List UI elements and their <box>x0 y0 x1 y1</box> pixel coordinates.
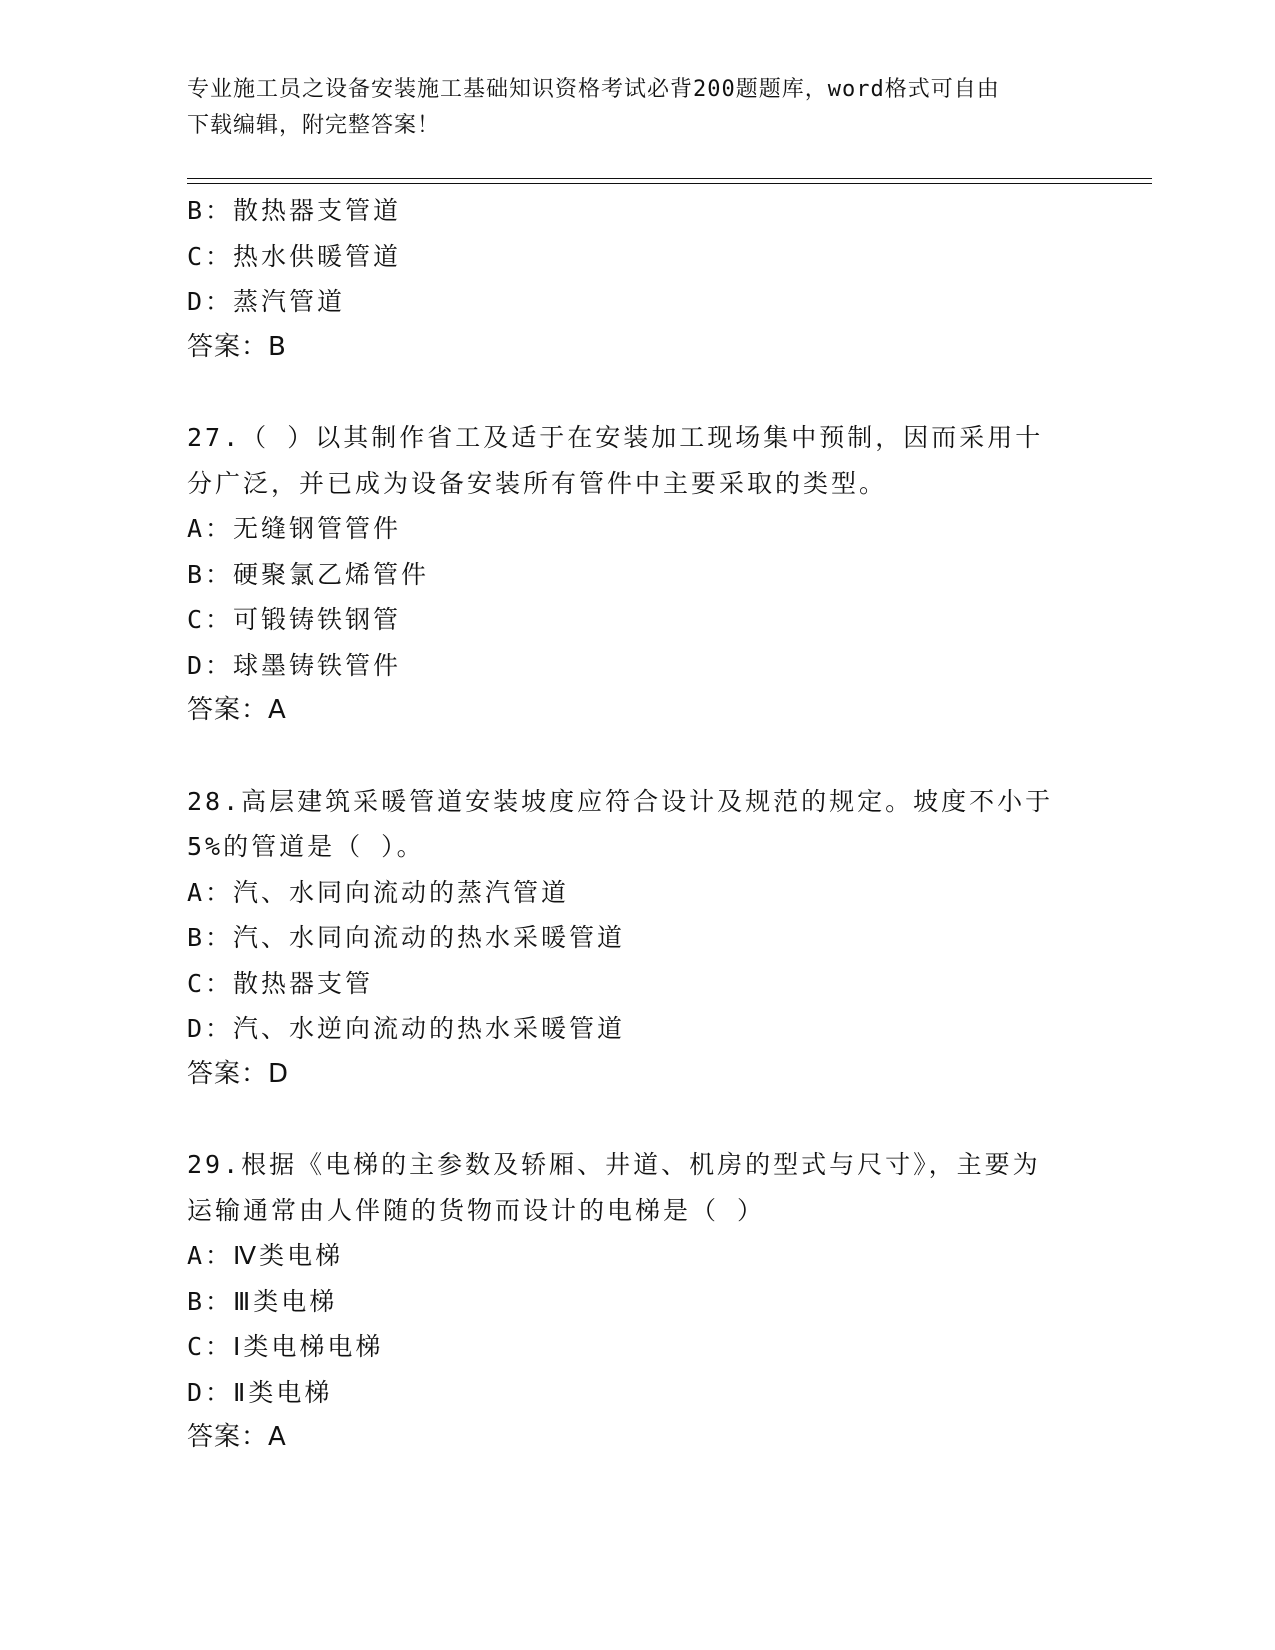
question-stem-line-2: 分广泛，并已成为设备安装所有管件中主要采取的类型。 <box>187 468 888 498</box>
header-divider <box>187 178 1152 184</box>
question-stem-line-2: 5%的管道是（ ）。 <box>187 832 425 861</box>
question-29 <box>187 1142 1087 1461</box>
question-list <box>187 188 1087 1461</box>
answer-line: 答案：B <box>187 331 287 362</box>
option-d: D：蒸汽管道 <box>187 287 346 316</box>
answer-line: 答案：A <box>187 1422 287 1452</box>
question-stem-line-1: 28.高层建筑采暖管道安装坡度应符合设计及规范的规定。坡度不小于 <box>187 786 1054 816</box>
option-a: A：无缝钢管管件 <box>187 514 402 543</box>
question-stem-line-2: 运输通常由人伴随的货物而设计的电梯是（ ） <box>187 1195 766 1225</box>
option-a: A：Ⅳ类电梯 <box>187 1241 344 1270</box>
question-26 <box>187 188 1087 370</box>
option-b: B：Ⅲ类电梯 <box>187 1286 338 1316</box>
question-stem-line-1: 27.（ ）以其制作省工及适于在安装加工现场集中预制，因而采用十 <box>187 423 1044 452</box>
answer-line: 答案：A <box>187 695 287 725</box>
option-d: D：汽、水逆向流动的热水采暖管道 <box>187 1014 626 1043</box>
option-b: B：汽、水同向流动的热水采暖管道 <box>187 923 626 952</box>
document-header <box>187 72 1087 144</box>
option-b: B：散热器支管道 <box>187 196 402 225</box>
option-d: D：球墨铸铁管件 <box>187 650 402 680</box>
option-d: D：Ⅱ类电梯 <box>187 1377 333 1407</box>
question-28 <box>187 779 1087 1098</box>
option-c: C：热水供暖管道 <box>187 241 402 271</box>
option-c: C：散热器支管 <box>187 968 374 998</box>
option-c: C：Ⅰ类电梯电梯 <box>187 1332 384 1361</box>
question-27 <box>187 415 1087 734</box>
option-b: B：硬聚氯乙烯管件 <box>187 559 430 589</box>
header-line-2: 下载编辑，附完整答案！ <box>187 113 441 138</box>
header-line-1: 专业施工员之设备安装施工基础知识资格考试必背200题题库，word格式可自由 <box>187 77 1000 102</box>
option-a: A：汽、水同向流动的蒸汽管道 <box>187 877 570 907</box>
option-c: C：可锻铸铁钢管 <box>187 605 402 634</box>
answer-line: 答案：D <box>187 1058 290 1089</box>
question-stem-line-1: 29.根据《电梯的主参数及轿厢、井道、机房的型式与尺寸》，主要为 <box>187 1150 1041 1179</box>
